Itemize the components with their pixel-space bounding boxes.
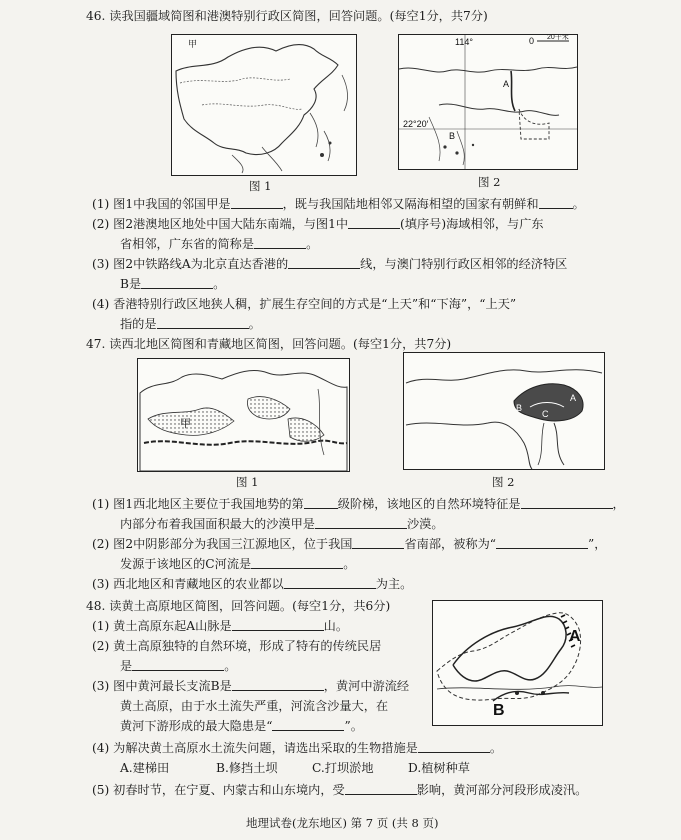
q48-sub2-cont: 是 。 <box>120 659 237 673</box>
q46-sub1-blank2[interactable] <box>539 196 573 209</box>
q47-sub1-blank3[interactable] <box>315 516 407 529</box>
q48-option-b[interactable]: B.修挡土坝 <box>216 761 278 775</box>
q46-fig2-scale-zero: 0 <box>529 36 535 46</box>
q46-prompt: 46. 读我国疆域简图和港澳特别行政区简图，回答问题。(每空1分，共7分) <box>86 9 488 23</box>
q48-sub2: (2) 黄土高原独特的自然环境，形成了特有的传统民居 <box>92 639 382 653</box>
q46-sub3: (3) 图2中铁路线A为北京直达香港的 线，与澳门特别行政区相邻的经济特区 <box>92 257 568 271</box>
q47-sub2-blank1[interactable] <box>352 536 404 549</box>
q48-map-b-label: B <box>493 702 505 719</box>
q46-sub4-cont: 指的是 。 <box>120 317 261 331</box>
q47-figure1-caption: 图 1 <box>236 475 259 489</box>
q46-sub3-blank2[interactable] <box>141 276 213 289</box>
q47-sub1-blank1[interactable] <box>304 496 338 509</box>
q46-figure1-caption: 图 1 <box>249 179 272 193</box>
q46-figure2-caption: 图 2 <box>478 175 501 189</box>
q48-sub5: (5) 初春时节，在宁夏、内蒙古和山东境内，受 影响，黄河部分河段形成凌汛。 <box>92 783 588 797</box>
q47-sub2-blank3[interactable] <box>251 556 343 569</box>
q46-sub3-cont: B是 。 <box>120 277 226 291</box>
q46-fig2-b-label: B <box>449 131 456 141</box>
q46-sub1-blank1[interactable] <box>231 196 283 209</box>
q48-prompt: 48. 读黄土高原地区简图，回答问题。(每空1分，共6分) <box>86 599 391 613</box>
q47-figure2-map <box>403 352 605 470</box>
q47-figure1-map <box>137 358 350 472</box>
q48-sub3-cont1: 黄土高原，由于水土流失严重，河流含沙量大，在 <box>120 699 389 713</box>
q46-fig2-scale-label: 20千米 <box>547 35 569 41</box>
q47-sub3-blank1[interactable] <box>284 576 376 589</box>
q47-sub2-cont: 发源于该地区的C河流是 。 <box>120 557 356 571</box>
q48-sub3-blank1[interactable] <box>232 678 324 691</box>
q47-prompt: 47. 读西北地区简图和青藏地区简图，回答问题。(每空1分，共7分) <box>86 337 452 351</box>
q48-option-a[interactable]: A.建梯田 <box>120 761 170 775</box>
q48-sub3-cont2: 黄河下游形成的最大隐患是“ ”。 <box>120 719 363 733</box>
q47-fig1-jia-label: 甲 <box>180 418 191 430</box>
page-footer: 地理试卷(龙东地区) 第 7 页 (共 8 页) <box>246 816 439 830</box>
q46-fig2-lat-label: 22°20′ <box>403 119 429 129</box>
q46-figure1-map <box>171 34 357 176</box>
q47-sub2: (2) 图2中阴影部分为我国三江源地区，位于我国 省南部，被称为“ ”， <box>92 537 607 551</box>
q47-fig2-a-label: A <box>570 393 577 403</box>
q48-sub1: (1) 黄土高原东起A山脉是 山。 <box>92 619 349 633</box>
q47-sub3: (3) 西北地区和青藏地区的农业都以 为主。 <box>92 577 413 591</box>
q48-sub2-blank1[interactable] <box>132 658 224 671</box>
q48-sub4-options <box>120 760 470 776</box>
q46-figure2-map <box>398 34 578 170</box>
q48-sub1-blank1[interactable] <box>232 618 324 631</box>
q46-sub2-cont: 省相邻，广东省的简称是 。 <box>120 237 319 251</box>
q48-sub3: (3) 图中黄河最长支流B是 ，黄河中游流经 <box>92 679 410 693</box>
q47-figure2-caption: 图 2 <box>492 475 515 489</box>
q46-sub3-blank1[interactable] <box>288 256 360 269</box>
q47-sub1-blank2[interactable] <box>521 496 613 509</box>
q47-fig2-c-label: C <box>542 409 549 419</box>
q46-sub2-blank1[interactable] <box>348 216 400 229</box>
q47-fig2-b-label: B <box>516 403 523 413</box>
q48-loess-plateau-map <box>432 600 603 726</box>
q47-sub1-cont: 内部分布着我国面积最大的沙漠甲是 沙漠。 <box>120 517 444 531</box>
q48-sub5-blank1[interactable] <box>345 782 417 795</box>
q48-sub4: (4) 为解决黄土高原水土流失问题，请选出采取的生物措施是 。 <box>92 741 503 755</box>
q48-map-a-label: A <box>569 628 581 645</box>
q46-sub4: (4) 香港特别行政区地狭人稠，扩展生存空间的方式是“上天”和“下海”，“上天” <box>92 297 517 311</box>
q46-fig2-a-label: A <box>503 79 510 89</box>
q47-sub2-blank2[interactable] <box>496 536 588 549</box>
q46-sub4-blank1[interactable] <box>157 316 249 329</box>
q48-sub3-blank2[interactable] <box>272 718 344 731</box>
q48-option-c[interactable]: C.打坝淤地 <box>312 761 374 775</box>
q46-fig1-jia-label: 甲 <box>188 39 198 49</box>
q46-sub2-blank2[interactable] <box>254 236 306 249</box>
q48-sub4-blank1[interactable] <box>418 740 490 753</box>
q48-option-d[interactable]: D.植树种草 <box>408 761 470 775</box>
q46-sub2: (2) 图2港澳地区地处中国大陆东南端，与图1中 (填序号)海域相邻，与广东 <box>92 217 544 231</box>
q46-sub1: (1) 图1中我国的邻国甲是 ，既与我国陆地相邻又隔海相望的国家有朝鲜和 。 <box>92 197 585 211</box>
q46-fig2-114-label: 114° <box>455 37 473 47</box>
q47-sub1: (1) 图1西北地区主要位于我国地势的第 级阶梯，该地区的自然环境特征是 ， <box>92 497 625 511</box>
